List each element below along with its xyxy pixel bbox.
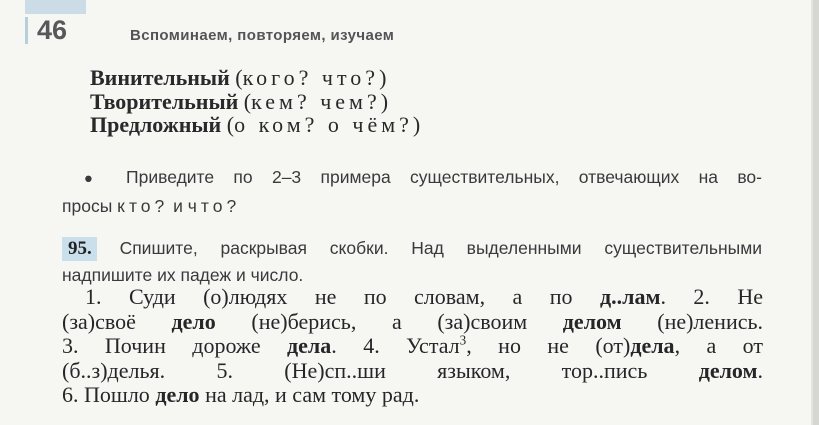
exercise-text-line: 1. Суди (о)людях не по словам, а по д..лам. 2. Не bbox=[85, 284, 763, 309]
page-number: 46 bbox=[37, 15, 68, 45]
task-line: просы кто? и что? bbox=[62, 196, 241, 216]
header-accent-bar bbox=[25, 0, 86, 14]
task-paragraph bbox=[62, 164, 762, 220]
exercise-text-line: 6. Пошло дело на лад, и сам тому рад. bbox=[62, 382, 420, 408]
exercise-instruction-line: 95. Спишите, раскрывая скобки. Над выделенными существительными bbox=[62, 235, 762, 262]
task-line: ● Приведите по 2–3 примера существительных, отвечающих на во- bbox=[84, 167, 762, 187]
running-title: Вспоминаем, повторяем, изучаем bbox=[130, 27, 395, 44]
exercise-text bbox=[62, 285, 763, 408]
case-row-instrumental: Творительный (кем? чем?) bbox=[90, 88, 389, 114]
page-edge-shadow bbox=[811, 0, 819, 425]
exercise-text-line: (б..з)делья. 5. (Не)сп..ши языком, тор..пись делом. bbox=[62, 357, 763, 383]
exercise-text-line: (за)своё дело (не)берись, а (за)своим делом (не)ленись. bbox=[62, 308, 764, 334]
exercise-text-line: 3. Почин дороже дела. 4. Устал$^3$, но не (от)дела, а от bbox=[62, 332, 763, 359]
page-number-tick bbox=[25, 17, 28, 44]
case-row-accusative: Винительный (кого? что?) bbox=[90, 65, 387, 90]
exercise-instruction bbox=[62, 235, 762, 289]
case-table bbox=[90, 66, 420, 137]
case-row-prepositional: Предложный (о ком? о чём?) bbox=[90, 112, 421, 137]
exercise-instruction-line: надпишите их падеж и число. bbox=[62, 265, 304, 285]
